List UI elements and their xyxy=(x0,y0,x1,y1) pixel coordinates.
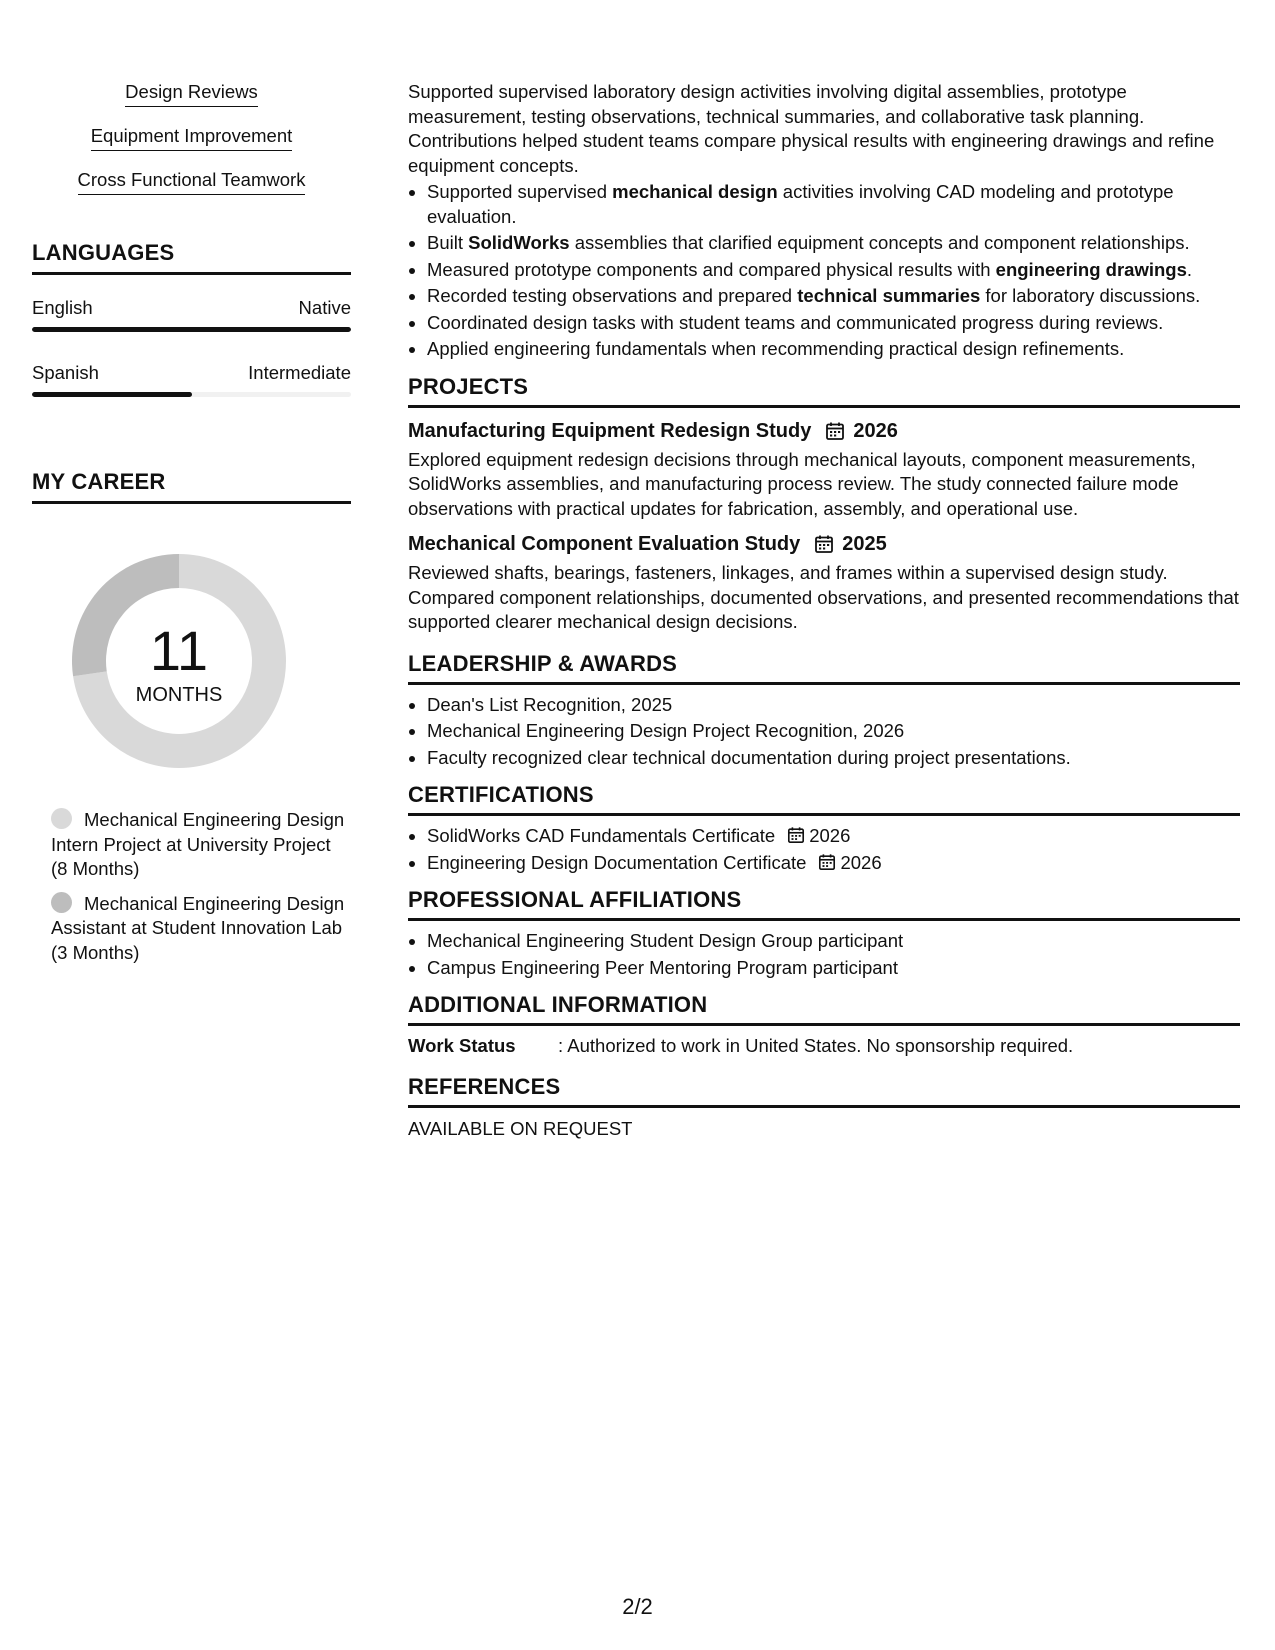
career-item-text: Mechanical Engineering Design Intern Project at University Project (8 Months) xyxy=(51,809,345,879)
career-item-text: Mechanical Engineering Design Assistant at Student Innovation Lab (3 Months) xyxy=(51,892,345,963)
language-item xyxy=(32,362,351,397)
experience-bullet: • Recorded testing observations and prepared technical summaries for laboratory discussions. xyxy=(427,284,1240,309)
award-item: • Dean's List Recognition, 2025 xyxy=(427,693,1240,718)
affiliation-item: • Campus Engineering Peer Mentoring Program participant xyxy=(427,956,1240,981)
career-legend-dot xyxy=(51,808,72,829)
career-item xyxy=(32,808,351,882)
experience-bullet: • Built SolidWorks assemblies that clarified equipment concepts and component relationships. xyxy=(427,231,1240,256)
work-status-row xyxy=(408,1034,1240,1058)
languages-heading: LANGUAGES xyxy=(32,240,351,275)
experience-bullet: • Measured prototype components and compared physical results with engineering drawings. xyxy=(427,258,1240,283)
project-name: Mechanical Component Evaluation Study xyxy=(408,533,801,555)
language-item xyxy=(32,297,351,332)
calendar-icon xyxy=(787,826,805,844)
certifications-heading: CERTIFICATIONS xyxy=(408,782,1240,816)
experience-bullet: • Applied engineering fundamentals when recommending practical design refinements. xyxy=(427,337,1240,362)
right-column xyxy=(408,80,1240,1142)
work-status-value: : Authorized to work in United States. No sponsorship required. xyxy=(558,1035,1074,1056)
references-heading: REFERENCES xyxy=(408,1074,1240,1108)
project-name: Manufacturing Equipment Redesign Study xyxy=(408,419,812,442)
awards-list xyxy=(408,693,1240,771)
skill-tag: Design Reviews xyxy=(125,80,258,107)
career-donut-chart xyxy=(66,548,292,774)
calendar-icon xyxy=(825,421,845,441)
additional-info-heading: ADDITIONAL INFORMATION xyxy=(408,992,1240,1026)
language-proficiency-fill xyxy=(32,327,351,332)
certifications-list xyxy=(408,824,1240,875)
certification-name: Engineering Design Documentation Certificate xyxy=(427,851,807,873)
career-total-months: 11 xyxy=(149,619,209,682)
experience-bullets xyxy=(408,180,1240,362)
language-name: English xyxy=(32,297,93,318)
project-item xyxy=(408,531,1240,635)
certification-year: 2026 xyxy=(809,825,851,846)
affiliations-heading: PROFESSIONAL AFFILIATIONS xyxy=(408,887,1240,921)
language-level: Intermediate xyxy=(248,362,351,383)
skill-tag-list xyxy=(32,80,351,212)
work-status-label: Work Status xyxy=(408,1035,516,1056)
projects-heading: PROJECTS xyxy=(408,374,1240,408)
calendar-icon xyxy=(814,534,834,554)
experience-bullet: • Supported supervised mechanical design activities involving CAD modeling and prototype evaluation. xyxy=(427,180,1240,229)
award-item: • Faculty recognized clear technical documentation during project presentations. xyxy=(427,746,1240,771)
awards-heading: LEADERSHIP & AWARDS xyxy=(408,651,1240,685)
language-name: Spanish xyxy=(32,362,99,383)
certification-year: 2026 xyxy=(840,851,882,873)
career-unit-label: MONTHS xyxy=(135,684,223,706)
language-level: Native xyxy=(298,297,351,318)
project-item xyxy=(408,418,1240,522)
calendar-icon xyxy=(818,853,836,871)
page-number: 2/2 xyxy=(622,1594,653,1619)
career-item xyxy=(32,892,351,966)
award-item: • Mechanical Engineering Design Project Recognition, 2026 xyxy=(427,719,1240,744)
certification-name: SolidWorks CAD Fundamentals Certificate xyxy=(427,825,776,846)
career-legend-dot xyxy=(51,892,72,913)
language-proficiency-bar xyxy=(32,392,351,397)
project-description: Reviewed shafts, bearings, fasteners, linkages, and frames within a supervised design study. Compared component relationships, documented observations, and presented recommendations that supported clearer mechanical design decisions. xyxy=(408,562,1239,632)
left-column xyxy=(32,80,351,965)
references-text: AVAILABLE ON REQUEST xyxy=(408,1118,633,1139)
affiliations-list xyxy=(408,929,1240,980)
career-heading: MY CAREER xyxy=(32,469,351,504)
affiliation-item: • Mechanical Engineering Student Design Group participant xyxy=(427,929,1240,954)
language-proficiency-bar xyxy=(32,327,351,332)
skill-tag: Equipment Improvement xyxy=(91,124,293,151)
certification-item xyxy=(427,851,1240,876)
project-year: 2026 xyxy=(853,419,898,442)
project-year: 2025 xyxy=(842,533,887,555)
experience-bullet: • Coordinated design tasks with student teams and communicated progress during reviews. xyxy=(427,311,1240,336)
experience-summary: Supported supervised laboratory design activities involving digital assemblies, prototype measurement, testing observations, technical summaries, and collaborative task planning. Contributions helped student teams compare physical results with engineering drawings and refine equipment concepts. xyxy=(408,81,1215,176)
skill-tag: Cross Functional Teamwork xyxy=(78,168,306,195)
certification-item xyxy=(427,824,1240,849)
project-description: Explored equipment redesign decisions through mechanical layouts, component measurements, SolidWorks assemblies, and manufacturing process review. The study connected failure mode observations with practical updates for fabrication, assembly, and operational use. xyxy=(408,448,1196,519)
language-proficiency-fill xyxy=(32,392,192,397)
